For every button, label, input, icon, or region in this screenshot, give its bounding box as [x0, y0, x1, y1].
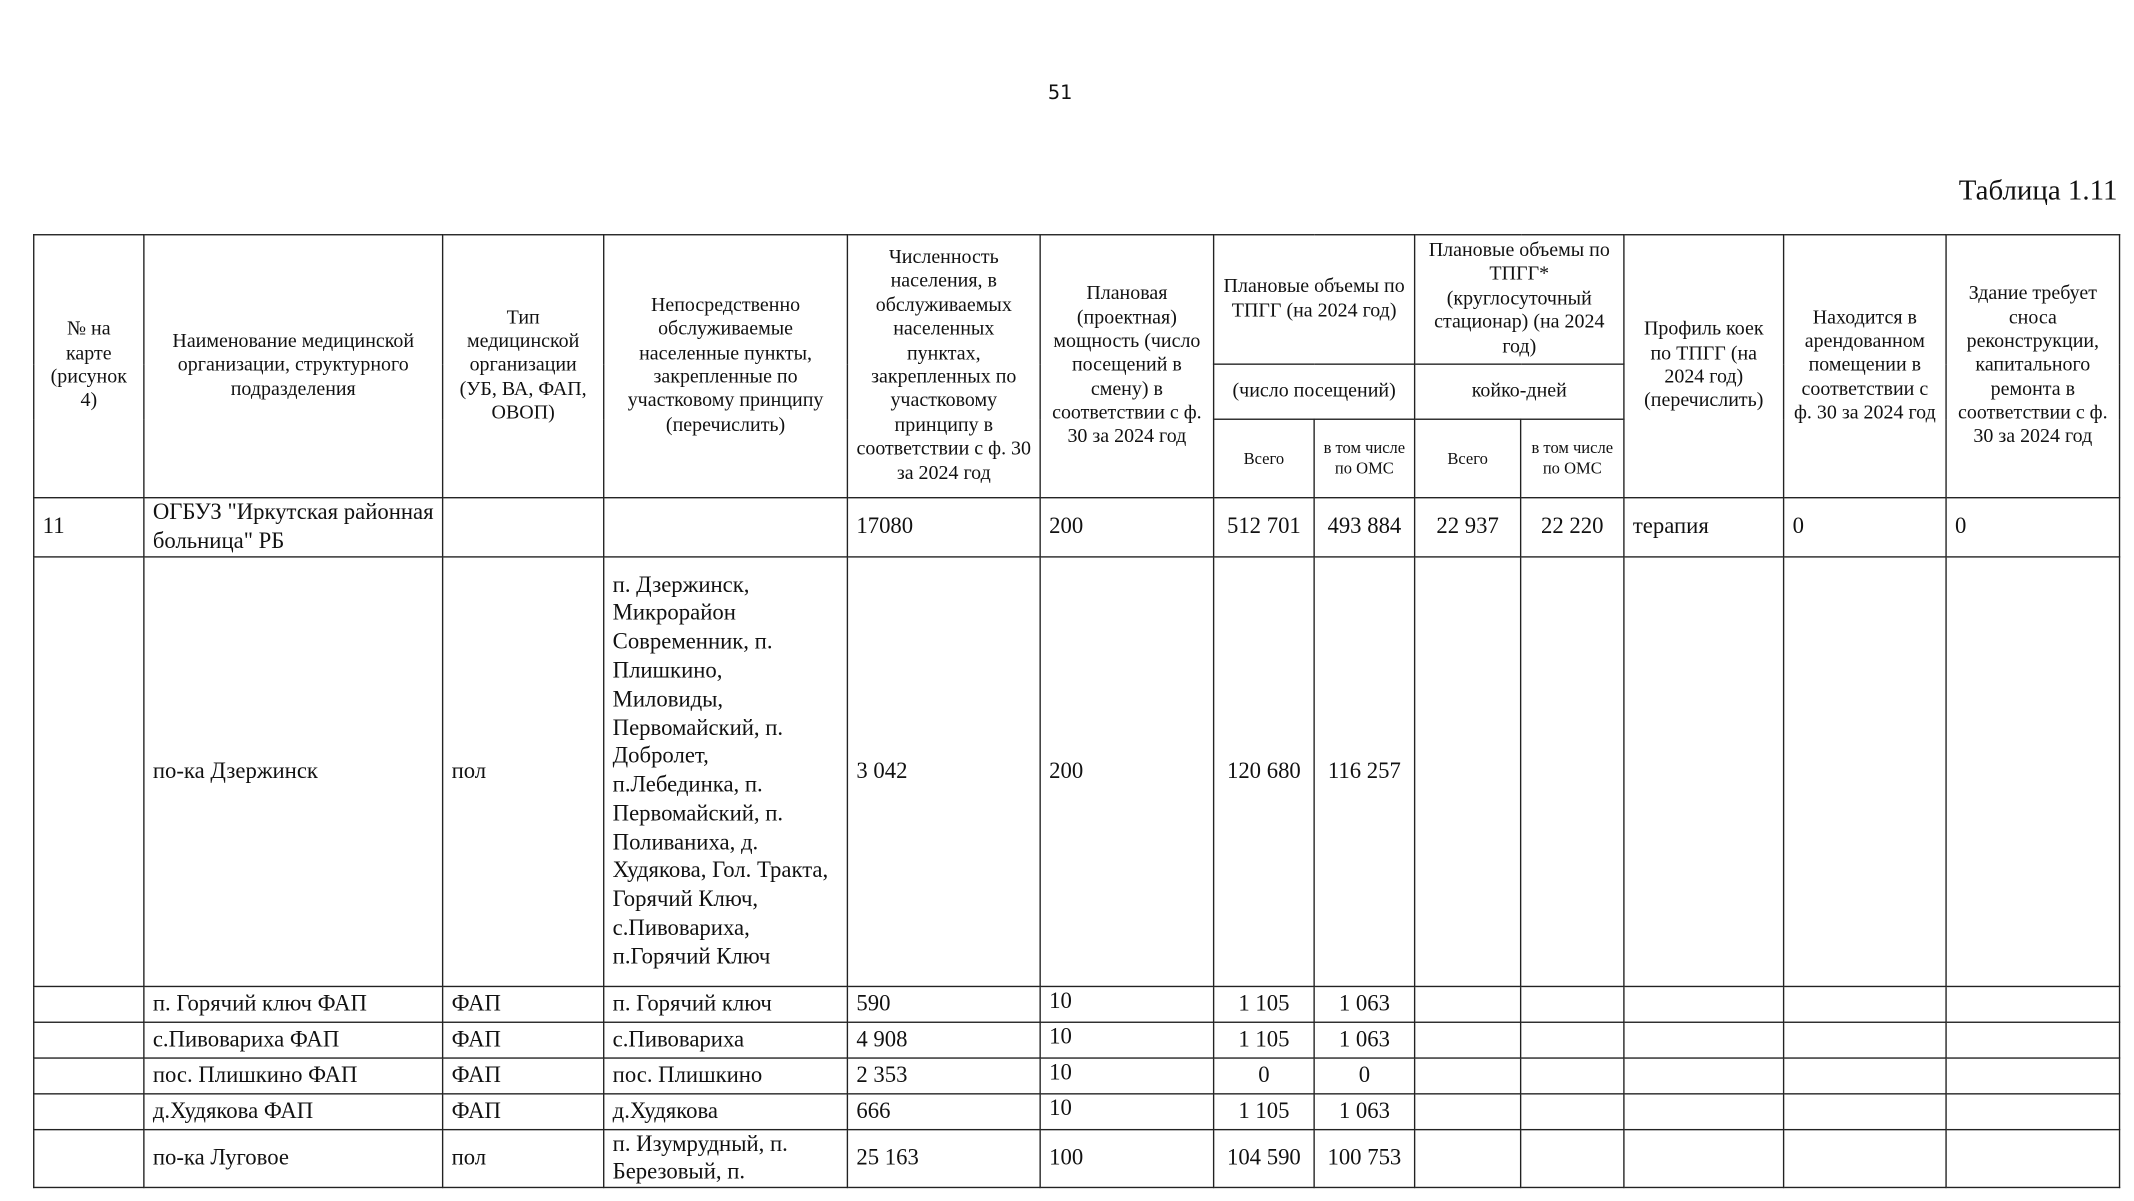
cell-rented	[1784, 1057, 1946, 1093]
cell-settlements: пос. Плишкино	[604, 1057, 848, 1093]
cell-no	[34, 1057, 144, 1093]
cell-type: пол	[443, 556, 604, 986]
cell-visits-oms: 493 884	[1314, 498, 1415, 557]
col-map-no: № на карте (рисунок 4)	[34, 235, 144, 498]
cell-beds-oms	[1521, 1129, 1624, 1188]
col-settlements: Непосредственно обслуживаемые населенные пункты, закрепленные по участковому принципу (перечислить)	[604, 235, 848, 498]
table-row	[34, 556, 2120, 986]
col-population: Численность населения, в обслуживаемых населенных пунктах, закрепленных по участковому принципу в соответствии с ф. 30 за 2024 год	[847, 235, 1040, 498]
cell-rented	[1784, 1129, 1946, 1188]
col-bed-profile: Профиль коек по ТПГГ (на 2024 год) (перечислить)	[1624, 235, 1784, 498]
cell-population: 2 353	[847, 1057, 1040, 1093]
cell-name: по-ка Дзержинск	[144, 556, 443, 986]
cell-type: ФАП	[443, 1093, 604, 1129]
cell-name: п. Горячий ключ ФАП	[144, 986, 443, 1022]
cell-beds-total	[1415, 986, 1521, 1022]
cell-building	[1946, 556, 2119, 986]
table-header	[34, 235, 2120, 498]
cell-rented	[1784, 1093, 1946, 1129]
cell-visits-total: 1 105	[1214, 986, 1315, 1022]
cell-beds-total	[1415, 1129, 1521, 1188]
cell-capacity: 200	[1040, 556, 1213, 986]
col-capacity: Плановая (проектная) мощность (число посещений в смену) в соответствии с ф. 30 за 2024 год	[1040, 235, 1213, 498]
cell-visits-oms: 1 063	[1314, 1093, 1415, 1129]
cell-visits-oms: 100 753	[1314, 1129, 1415, 1188]
cell-settlements: д.Худякова	[604, 1093, 848, 1129]
cell-type: ФАП	[443, 1057, 604, 1093]
cell-population: 25 163	[847, 1129, 1040, 1188]
col-visits-group: Плановые объемы по ТПГГ (на 2024 год)	[1214, 235, 1415, 364]
cell-population: 17080	[847, 498, 1040, 557]
cell-visits-oms: 0	[1314, 1057, 1415, 1093]
cell-rented	[1784, 986, 1946, 1022]
cell-type: ФАП	[443, 1022, 604, 1058]
cell-visits-total: 120 680	[1214, 556, 1315, 986]
cell-settlements: с.Пивовариха	[604, 1022, 848, 1058]
col-rented: Находится в арендованном помещении в соответствии с ф. 30 за 2024 год	[1784, 235, 1946, 498]
cell-beds-oms: 22 220	[1521, 498, 1624, 557]
cell-population: 4 908	[847, 1022, 1040, 1058]
table-row	[34, 1022, 2120, 1058]
cell-beds-oms	[1521, 986, 1624, 1022]
cell-name: д.Худякова ФАП	[144, 1093, 443, 1129]
cell-profile	[1624, 1022, 1784, 1058]
table-body	[34, 498, 2120, 1188]
cell-no	[34, 1129, 144, 1188]
col-bed-days: койко-дней	[1415, 364, 1624, 419]
cell-building	[1946, 1093, 2119, 1129]
cell-no	[34, 556, 144, 986]
cell-visits-total: 512 701	[1214, 498, 1315, 557]
cell-type: пол	[443, 1129, 604, 1188]
cell-beds-oms	[1521, 556, 1624, 986]
cell-capacity: 10	[1040, 986, 1213, 1022]
cell-no	[34, 986, 144, 1022]
table-row	[34, 1129, 2120, 1188]
cell-building	[1946, 1022, 2119, 1058]
cell-capacity: 200	[1040, 498, 1213, 557]
cell-type: ФАП	[443, 986, 604, 1022]
cell-rented	[1784, 1022, 1946, 1058]
cell-rented: 0	[1784, 498, 1946, 557]
table-row	[34, 1057, 2120, 1093]
cell-profile	[1624, 1093, 1784, 1129]
cell-name: пос. Плишкино ФАП	[144, 1057, 443, 1093]
cell-capacity: 10	[1040, 1022, 1213, 1058]
cell-visits-oms: 116 257	[1314, 556, 1415, 986]
page-number: 51	[1047, 82, 1073, 105]
table-caption: Таблица 1.11	[1958, 173, 2118, 207]
col-org-name: Наименование медицинской организации, структурного подразделения	[144, 235, 443, 498]
cell-beds-total: 22 937	[1415, 498, 1521, 557]
cell-beds-total	[1415, 1057, 1521, 1093]
table-row	[34, 986, 2120, 1022]
table-row	[34, 498, 2120, 557]
cell-visits-total: 104 590	[1214, 1129, 1315, 1188]
cell-settlements	[604, 498, 848, 557]
cell-profile	[1624, 986, 1784, 1022]
col-visits-total: Всего	[1214, 419, 1315, 497]
col-visits-unit: (число посещений)	[1214, 364, 1415, 419]
cell-no	[34, 1022, 144, 1058]
cell-profile	[1624, 1129, 1784, 1188]
cell-visits-total: 1 105	[1214, 1093, 1315, 1129]
col-org-type: Тип медицинской организации (УБ, ВА, ФАП, ОВОП)	[443, 235, 604, 498]
cell-settlements: п. Дзержинск, Микрорайон Современник, п. Плишкино, Миловиды, Первомайский, п. Добролет, п.Лебединка, п. Первомайский, п. Поливаниха, д. Худякова, Гол. Тракта, Горячий Ключ, с.Пивовариха, п.Горячий Ключ	[604, 556, 848, 986]
cell-beds-oms	[1521, 1093, 1624, 1129]
cell-no: 11	[34, 498, 144, 557]
col-beds-total: Всего	[1415, 419, 1521, 497]
cell-beds-total	[1415, 1022, 1521, 1058]
cell-population: 666	[847, 1093, 1040, 1129]
cell-capacity: 10	[1040, 1057, 1213, 1093]
cell-name: с.Пивовариха ФАП	[144, 1022, 443, 1058]
facilities-table	[33, 234, 2120, 1188]
cell-settlements: п. Изумрудный, п. Березовый, п.	[604, 1129, 848, 1188]
cell-name: ОГБУЗ "Иркутская районная больница" РБ	[144, 498, 443, 557]
cell-building: 0	[1946, 498, 2119, 557]
col-visits-oms: в том числе по ОМС	[1314, 419, 1415, 497]
cell-rented	[1784, 556, 1946, 986]
cell-capacity: 100	[1040, 1129, 1213, 1188]
cell-population: 590	[847, 986, 1040, 1022]
col-stationary-group: Плановые объемы по ТПГГ* (круглосуточный стационар) (на 2024 год)	[1415, 235, 1624, 364]
cell-settlements: п. Горячий ключ	[604, 986, 848, 1022]
table-row	[34, 1093, 2120, 1129]
cell-name: по-ка Луговое	[144, 1129, 443, 1188]
col-beds-oms: в том числе по ОМС	[1521, 419, 1624, 497]
cell-beds-total	[1415, 556, 1521, 986]
cell-building	[1946, 986, 2119, 1022]
cell-building	[1946, 1129, 2119, 1188]
cell-beds-oms	[1521, 1022, 1624, 1058]
cell-no	[34, 1093, 144, 1129]
cell-profile	[1624, 556, 1784, 986]
cell-type	[443, 498, 604, 557]
cell-profile: терапия	[1624, 498, 1784, 557]
cell-visits-total: 0	[1214, 1057, 1315, 1093]
col-building: Здание требует сноса реконструкции, капитального ремонта в соответствии с ф. 30 за 2024 год	[1946, 235, 2119, 498]
cell-visits-total: 1 105	[1214, 1022, 1315, 1058]
cell-beds-total	[1415, 1093, 1521, 1129]
cell-capacity: 10	[1040, 1093, 1213, 1129]
cell-building	[1946, 1057, 2119, 1093]
cell-visits-oms: 1 063	[1314, 986, 1415, 1022]
cell-beds-oms	[1521, 1057, 1624, 1093]
cell-population: 3 042	[847, 556, 1040, 986]
cell-visits-oms: 1 063	[1314, 1022, 1415, 1058]
cell-profile	[1624, 1057, 1784, 1093]
